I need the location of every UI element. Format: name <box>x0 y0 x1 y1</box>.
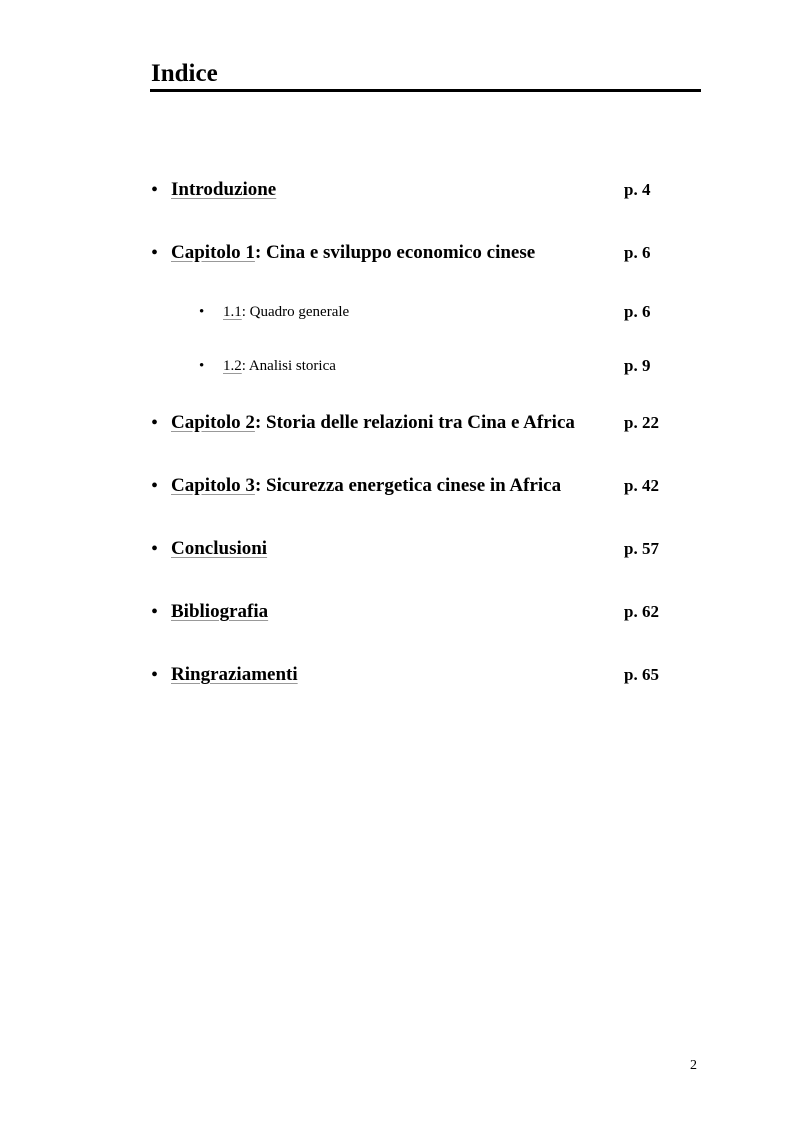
toc-entry-capitolo-2 <box>0 408 794 438</box>
toc-link-introduzione[interactable]: Introduzione <box>171 179 277 200</box>
bullet-icon: • <box>151 412 159 434</box>
bullet-icon: • <box>199 304 205 320</box>
toc-entry-title: : Sicurezza energetica cinese in Africa <box>254 475 562 496</box>
toc-link-bibliografia[interactable]: Bibliografia <box>171 601 269 622</box>
toc-entry-conclusioni <box>0 534 794 564</box>
toc-entry-title: : Analisi storica <box>241 358 336 374</box>
bullet-icon: • <box>151 601 159 623</box>
toc-entry-title: : Quadro generale <box>241 304 350 320</box>
toc-entry-title: : Cina e sviluppo economico cinese <box>254 242 536 263</box>
page-title: Indice <box>151 60 218 87</box>
bullet-icon: • <box>199 358 205 374</box>
bullet-icon: • <box>151 475 159 497</box>
toc-page-number: p. 62 <box>624 602 659 621</box>
toc-entry-ringraziamenti <box>0 660 794 690</box>
toc-link-capitolo-2[interactable]: Capitolo 2 <box>171 412 255 433</box>
toc-entry-title: : Storia delle relazioni tra Cina e Africa <box>254 412 575 433</box>
bullet-icon: • <box>151 179 159 201</box>
toc-entry-introduzione <box>0 175 794 205</box>
toc-page-number: p. 9 <box>624 356 651 375</box>
toc-entry-1-2 <box>0 351 794 381</box>
page-number: 2 <box>690 1058 697 1073</box>
toc-page-number: p. 57 <box>624 539 659 558</box>
toc-link-capitolo-3[interactable]: Capitolo 3 <box>171 475 255 496</box>
toc-link-1-2[interactable]: 1.2 <box>223 358 242 374</box>
toc-link-capitolo-1[interactable]: Capitolo 1 <box>171 242 255 263</box>
toc-link-1-1[interactable]: 1.1 <box>223 304 242 320</box>
bullet-icon: • <box>151 538 159 560</box>
title-divider <box>150 89 701 92</box>
toc-page-number: p. 65 <box>624 665 659 684</box>
toc-page-number: p. 42 <box>624 476 659 495</box>
toc-link-conclusioni[interactable]: Conclusioni <box>171 538 268 559</box>
bullet-icon: • <box>151 242 159 264</box>
toc-entry-bibliografia <box>0 597 794 627</box>
toc-page-number: p. 4 <box>624 180 651 199</box>
toc-entry-1-1 <box>0 297 794 327</box>
toc-entry-capitolo-3 <box>0 471 794 501</box>
bullet-icon: • <box>151 664 159 686</box>
toc-link-ringraziamenti[interactable]: Ringraziamenti <box>171 664 298 685</box>
toc-page-number: p. 6 <box>624 302 651 321</box>
toc-entry-capitolo-1 <box>0 238 794 268</box>
toc-page-number: p. 6 <box>624 243 651 262</box>
toc-page-number: p. 22 <box>624 413 659 432</box>
